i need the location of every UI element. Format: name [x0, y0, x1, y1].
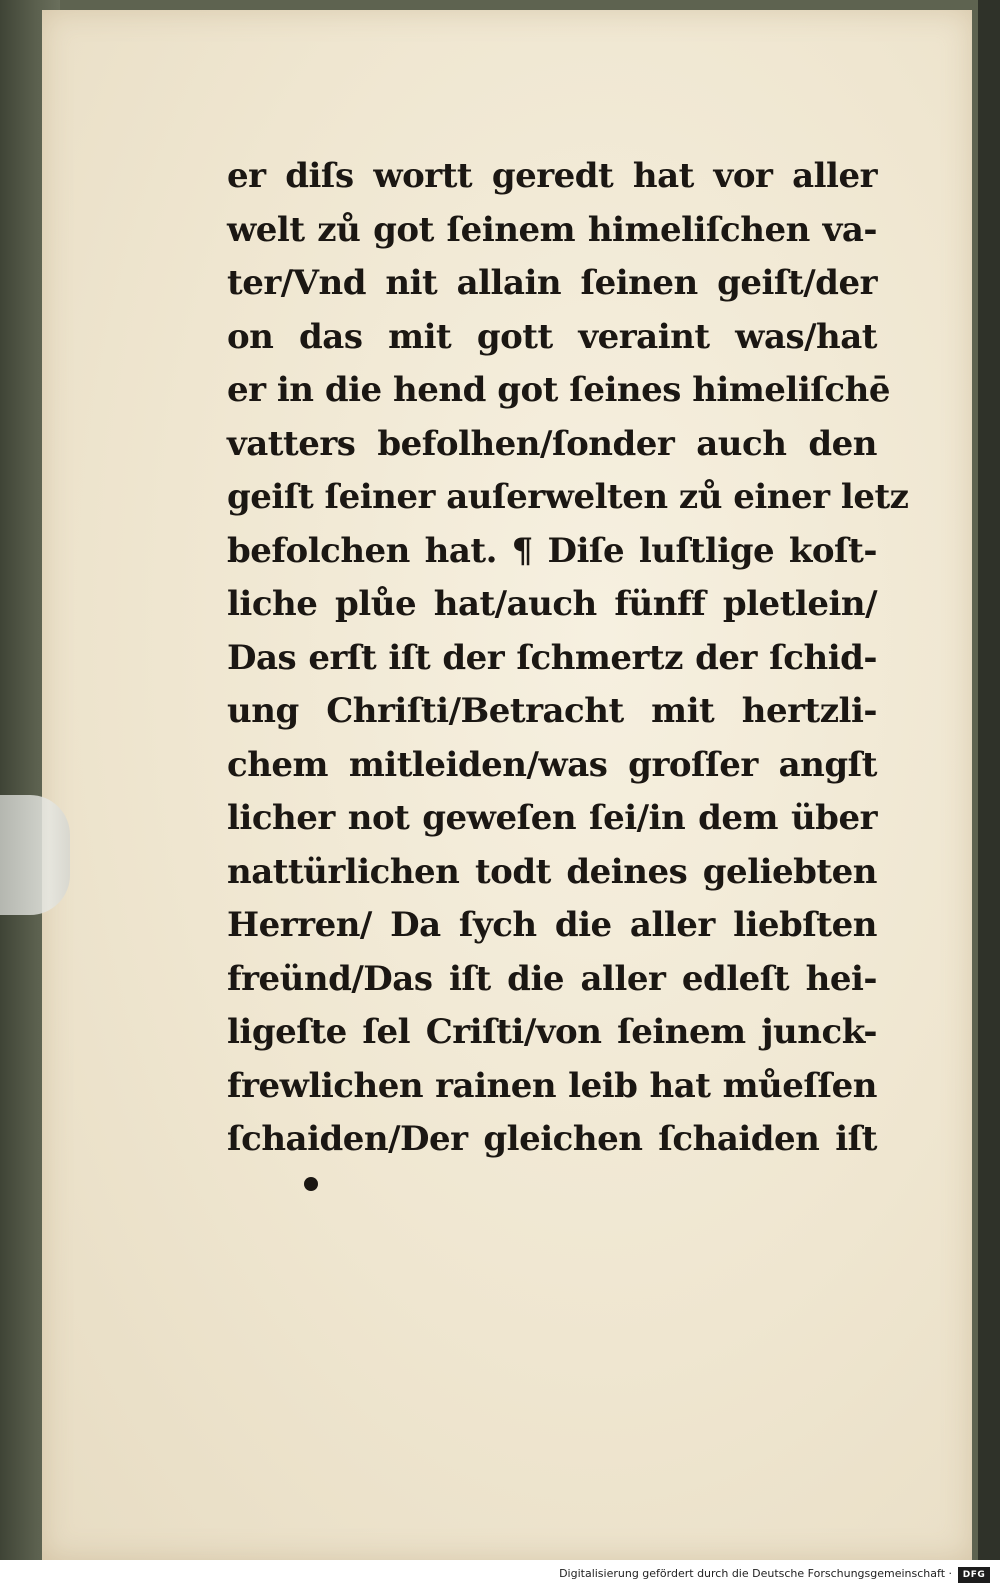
text-line: welt zů got ſeinem himeliſchen va-: [227, 209, 877, 250]
book-page: [42, 10, 972, 1560]
text-line: er in die hend got ſeines himeliſchē: [227, 370, 890, 410]
text-line: ligeſte ſel Criſti/von ſeinem junck-: [227, 1012, 877, 1052]
text-line: Das erſt iſt der ſchmertz der ſchid-: [227, 637, 877, 678]
text-line: ſchaiden/Der gleichen ſchaiden iſt: [227, 1119, 877, 1159]
text-line: ter/Vnd nit allain ſeinen geiſt/der: [227, 263, 877, 303]
page-holder-clip: [0, 795, 70, 915]
text-line: Herren/ Da ſych die aller liebſten: [227, 905, 877, 945]
page-text: [227, 150, 909, 1167]
dfg-logo: DFG: [958, 1567, 990, 1583]
text-line: nattürlichen todt deines geliebten: [227, 851, 877, 892]
text-line: befolchen hat. ¶ Diſe luſtlige koſt-: [227, 530, 877, 571]
footer-bar: [0, 1560, 1000, 1590]
text-line: freünd/Das iſt die aller edleſt hei-: [227, 958, 877, 999]
text-line: on das mit gott veraint was/hat: [227, 316, 877, 357]
text-line: er diſs wortt geredt hat vor aller: [227, 156, 877, 196]
text-line: frewlichen rainen leib hat můeſſen: [227, 1065, 877, 1106]
ink-dot-mark: [304, 1177, 318, 1191]
text-line: chem mitleiden/was groſſer angſt: [227, 744, 877, 785]
text-line: ung Chriſti/Betracht mit hertzli-: [227, 691, 877, 731]
text-line: geiſt ſeiner auſerwelten zů einer letz: [227, 477, 909, 517]
text-line: vatters befolhen/ſonder auch den: [227, 423, 877, 464]
text-line: liche plůe hat/auch fünff pletlein/: [227, 584, 877, 624]
scanner-background-right: [978, 0, 1000, 1560]
funding-credit: Digitalisierung gefördert durch die Deutsche Forschungsgemeinschaft ·: [559, 1567, 952, 1580]
text-line: licher not geweſen ſei/in dem über: [227, 798, 877, 838]
